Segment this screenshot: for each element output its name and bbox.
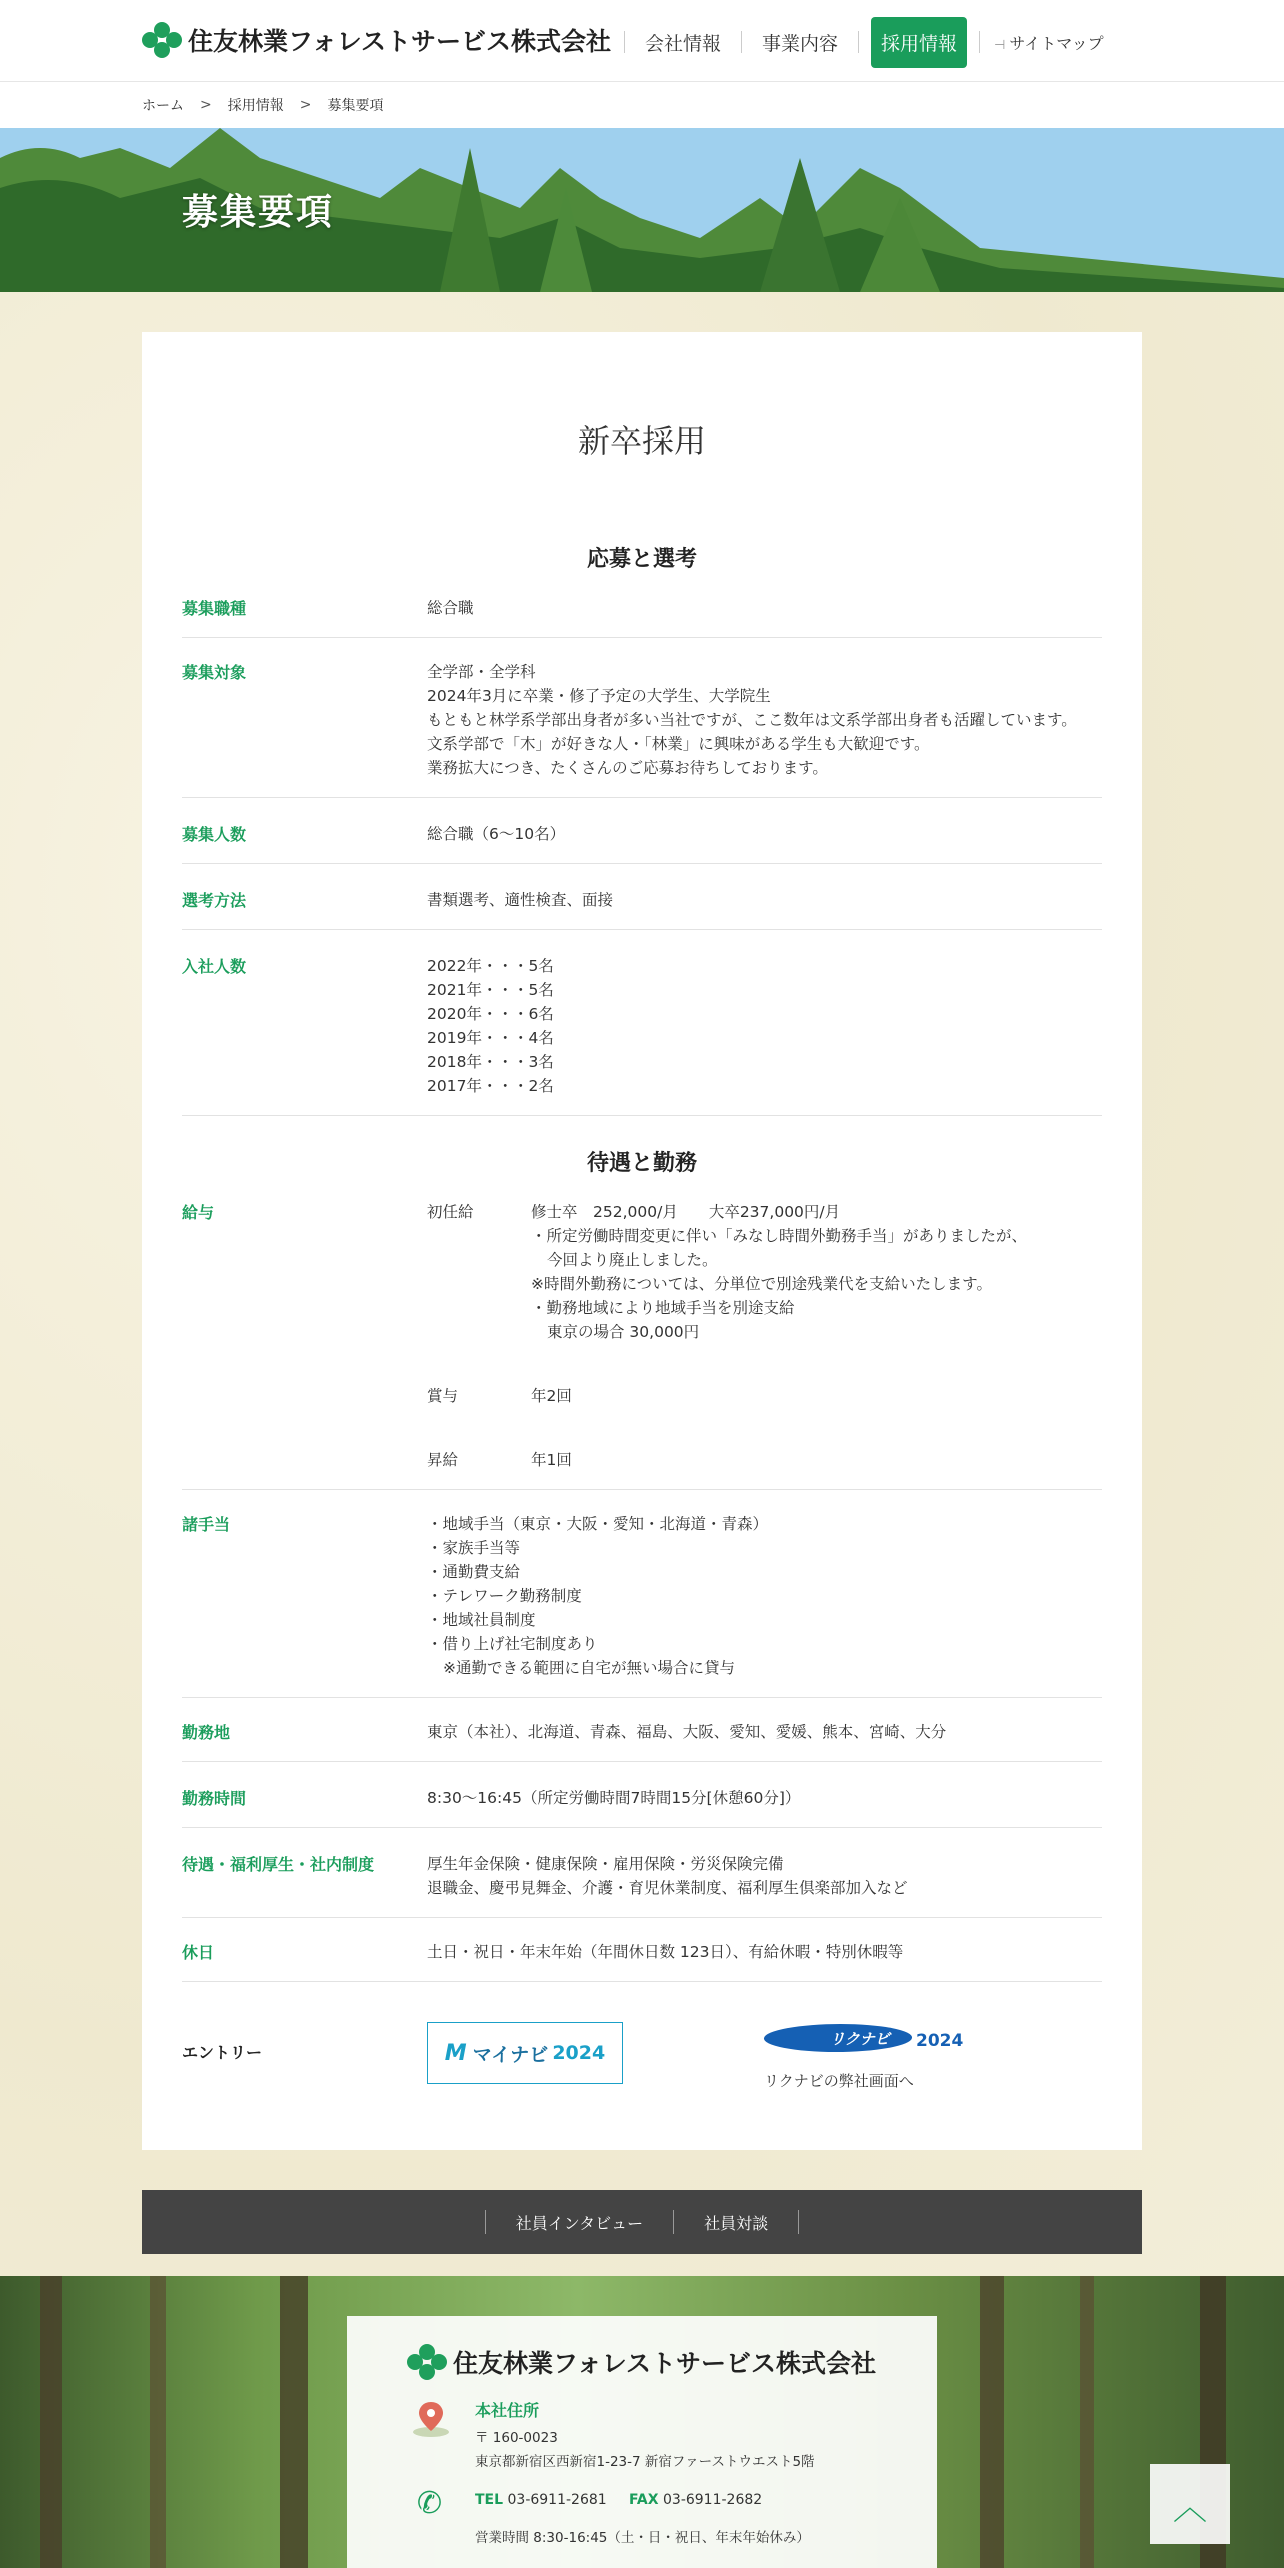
row-label: 諸手当	[182, 1515, 231, 1534]
map-pin-icon	[409, 2398, 453, 2438]
value-line: ・所定労働時間変更に伴い「みなし時間外勤務手当」がありましたが、	[531, 1227, 1028, 1245]
salary-bonus	[427, 1384, 1027, 1408]
row-label: 募集人数	[182, 825, 247, 844]
value-line: 2018年・・・3名	[427, 1053, 554, 1071]
breadcrumb-separator: >	[200, 97, 212, 113]
fax-label: FAX	[628, 2492, 659, 2508]
main-card	[142, 332, 1142, 2150]
subnav-talk[interactable]: 社員対談	[704, 2213, 769, 2233]
value-line: 8:30～16:45（所定労働時間7時間15分[休憩60分]）	[427, 1789, 801, 1807]
section-title-application: 応募と選考	[586, 547, 697, 572]
row-value	[427, 1786, 800, 1810]
subnav-interview[interactable]: 社員インタビュー	[515, 2213, 644, 2233]
rikunabi-name: リクナビ	[830, 2030, 890, 2048]
value-line: ・地域手当（東京・大阪・愛知・北海道・青森）	[427, 1515, 769, 1533]
value-line: 2017年・・・2名	[427, 1077, 554, 1095]
row-label: 待遇・福利厚生・社内制度	[182, 1855, 375, 1874]
row-value	[427, 954, 554, 1098]
sitemap-label: サイトマップ	[1009, 33, 1104, 53]
fax-number: 03-6911-2682	[663, 2492, 763, 2508]
value-line: ※通勤できる範囲に自宅が無い場合に貸与	[443, 1659, 735, 1677]
value-line: ・地域社員制度	[427, 1611, 536, 1629]
sitemap-icon: ⊣	[994, 37, 1006, 53]
salary-detail: 年2回	[531, 1387, 572, 1405]
value-line: 2024年3月に卒業・修了予定の大学生、大学院生	[427, 687, 771, 705]
value-line: 業務拡大につき、たくさんのご応募お待ちしております。	[427, 759, 828, 777]
company-name: 住友林業フォレストサービス株式会社	[188, 27, 612, 56]
footer-company-name: 住友林業フォレストサービス株式会社	[453, 2349, 877, 2378]
value-line: ※時間外勤務については、分単位で別途残業代を支給いたします。	[531, 1275, 992, 1293]
row-allowances	[182, 1512, 1102, 1698]
page-title: 募集要項	[182, 192, 335, 233]
tel-label: TEL	[475, 2492, 504, 2508]
value-line: 全学部・全学科	[427, 663, 536, 681]
row-value	[427, 596, 474, 620]
row-value	[427, 888, 613, 912]
footer-logo[interactable]	[407, 2344, 876, 2380]
row-label: 勤務地	[182, 1723, 231, 1742]
back-to-top-button[interactable]	[1150, 2464, 1230, 2544]
value-line: ・通勤費支給	[427, 1563, 521, 1581]
row-holidays	[182, 1940, 1102, 1982]
address-title: 本社住所	[475, 2401, 540, 2420]
nav-item-business[interactable]: 事業内容	[762, 32, 839, 55]
global-nav	[624, 17, 1104, 67]
row-value	[427, 1512, 768, 1680]
logo-mark-icon	[142, 22, 182, 58]
breadcrumb-separator: >	[299, 97, 312, 113]
value-line: ・勤務地域により地域手当を別途支給	[531, 1299, 795, 1317]
value-line: 今回より廃止しました。	[547, 1251, 718, 1269]
row-label: 給与	[182, 1203, 215, 1222]
row-salary	[182, 1200, 1102, 1490]
salary-starting	[427, 1200, 1027, 1344]
logo-mark-icon	[407, 2344, 447, 2380]
value-line: もともと林学系学部出身者が多い当社ですが、ここ数年は文系学部出身者も活躍しています。	[427, 711, 1077, 729]
value-line: 2022年・・・5名	[427, 957, 554, 975]
value-line: 土日・祝日・年末年始（年間休日数 123日）、有給休暇・特別休暇等	[427, 1943, 904, 1961]
subnav-divider	[798, 2210, 799, 2234]
row-label: 選考方法	[182, 891, 247, 910]
mynavi-name: マイナビ	[472, 2043, 549, 2066]
value-line: 東京の場合 30,000円	[547, 1323, 700, 1341]
row-value	[427, 1720, 946, 1744]
row-label: 募集職種	[182, 599, 247, 618]
mynavi-entry-button[interactable]	[427, 2022, 623, 2084]
row-job-type	[182, 596, 1102, 638]
rikunabi-year: 2024	[916, 2031, 964, 2051]
rikunabi-link[interactable]: リクナビの弊社画面へ	[764, 2072, 914, 2090]
company-logo[interactable]	[142, 22, 611, 58]
value-line: 文系学部で「木」が好きな人・「林業」に興味がある学生も大歓迎です。	[427, 735, 930, 753]
entry-label: エントリー	[182, 2043, 263, 2062]
row-welfare	[182, 1852, 1102, 1918]
value-line: 2019年・・・4名	[427, 1029, 554, 1047]
salary-key: 初任給	[427, 1203, 474, 1221]
row-value	[427, 822, 565, 846]
value-line: ・家族手当等	[427, 1539, 521, 1557]
row-hours	[182, 1786, 1102, 1828]
value-line: 2020年・・・6名	[427, 1005, 554, 1023]
tel-fax	[475, 2492, 762, 2508]
value-line: 東京（本社）、北海道、青森、福島、大阪、愛知、愛媛、熊本、宮崎、大分	[427, 1723, 947, 1741]
row-location	[182, 1720, 1102, 1762]
salary-key: 賞与	[427, 1387, 459, 1405]
row-value	[427, 1940, 903, 1964]
breadcrumb-current: 募集要項	[327, 98, 384, 114]
value-line: 総合職	[427, 599, 474, 617]
row-label: 勤務時間	[182, 1789, 247, 1808]
recruit-heading: 新卒採用	[577, 422, 706, 460]
breadcrumb	[0, 82, 1284, 128]
value-line: ・テレワーク勤務制度	[427, 1587, 582, 1605]
row-value	[427, 660, 1077, 780]
salary-key: 昇給	[427, 1451, 459, 1469]
row-label: 休日	[182, 1943, 215, 1962]
row-selection	[182, 888, 1102, 930]
hero-banner	[0, 128, 1284, 292]
nav-divider	[858, 31, 859, 53]
rikunabi-logo[interactable]	[764, 2024, 968, 2054]
recruit-subnav	[142, 2190, 1142, 2254]
row-hires	[182, 954, 1102, 1116]
section-title-conditions: 待遇と勤務	[586, 1151, 697, 1176]
mynavi-year: 2024	[552, 2042, 606, 2064]
breadcrumb-home[interactable]: ホーム	[142, 98, 184, 114]
value-line: 総合職（6～10名）	[427, 825, 566, 843]
nav-item-company[interactable]: 会社情報	[645, 32, 722, 55]
site-footer	[0, 2276, 1284, 2568]
business-hours: 営業時間 8:30-16:45（土・日・祝日、年末年始休み）	[475, 2530, 810, 2546]
row-headcount	[182, 822, 1102, 864]
value-line: 修士卒 252,000/月 大卒237,000円/月	[531, 1203, 841, 1221]
row-label: 入社人数	[182, 957, 247, 976]
sitemap-link[interactable]	[980, 31, 1104, 54]
value-line: 厚生年金保険・健康保険・雇用保険・労災保険完備	[427, 1855, 784, 1873]
row-value	[427, 1200, 1027, 1472]
nav-item-recruit[interactable]: 採用情報	[871, 17, 967, 68]
chevron-up-icon: ︿	[1173, 2487, 1207, 2528]
salary-detail	[531, 1200, 1027, 1344]
salary-detail: 年1回	[531, 1451, 572, 1469]
value-line: ・借り上げ社宅制度あり	[427, 1635, 598, 1653]
salary-raise	[427, 1448, 1027, 1472]
footer-info-card	[347, 2316, 937, 2568]
row-value	[427, 1852, 908, 1900]
phone-icon: ✆	[417, 2486, 443, 2521]
row-target	[182, 660, 1102, 798]
value-line: 書類選考、適性検査、面接	[427, 891, 614, 909]
breadcrumb-recruit[interactable]: 採用情報	[227, 98, 284, 114]
mynavi-logo-icon: M	[444, 2040, 467, 2066]
value-line: 退職金、慶弔見舞金、介護・育児休業制度、福利厚生倶楽部加入など	[427, 1879, 908, 1897]
row-label: 募集対象	[182, 663, 247, 682]
value-line: 2021年・・・5名	[427, 981, 554, 999]
site-header	[0, 0, 1284, 82]
zip-code: 〒 160-0023	[475, 2430, 558, 2446]
address: 東京都新宿区西新宿1-23-7 新宿ファーストウエスト5階	[475, 2454, 815, 2470]
tel-number[interactable]: 03-6911-2681	[507, 2492, 607, 2508]
